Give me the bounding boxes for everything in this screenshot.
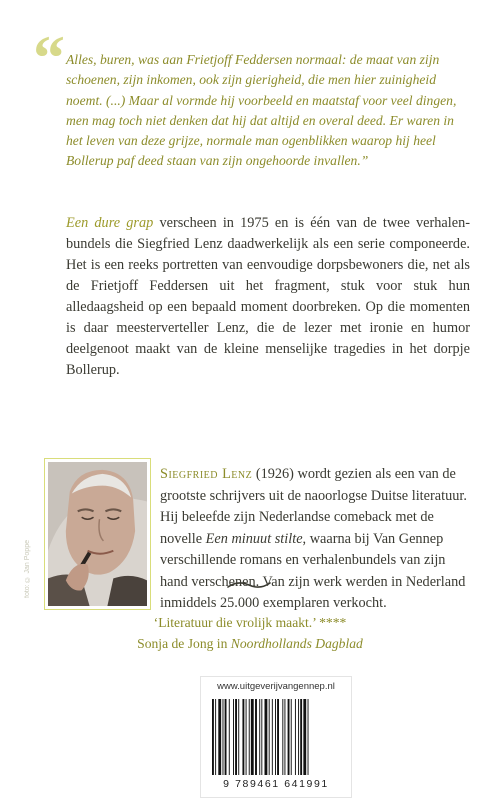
quote-mark-icon: “ bbox=[33, 22, 65, 93]
ornament-swash-icon bbox=[226, 578, 272, 592]
bio-work-title: Een minuut stilte bbox=[205, 530, 303, 547]
barcode-panel bbox=[200, 676, 352, 798]
author-name: Siegfried Lenz bbox=[160, 466, 253, 482]
review-source: Noordhollands Dagblad bbox=[230, 636, 363, 651]
review-attribution bbox=[0, 633, 500, 654]
blurb-text: verscheen in 1975 en is één van de twee verhalenbundels die Siegfried Lenz daadwerkelijk als een serie componeerde. Het is een reeks portretten van eenvoudige dorpsbewoners die, net als de Frietjoff Feddersen uit het fragment, stuk voor stuk hun alledaagsheid op een bepaald moment doorbreken. Op die momenten is daar meesterverteller Lenz, die de lezer met ironie en humor deelgenoot maakt van de kleine menselijke tragedies in het dorpje Bollerup. bbox=[66, 215, 471, 378]
photo-credit: foto: © Jan Poppe bbox=[24, 540, 31, 598]
author-bio bbox=[160, 464, 472, 615]
author-photo bbox=[44, 458, 151, 610]
publisher-url: www.uitgeverijvangennep.nl bbox=[217, 681, 335, 692]
reviewer-name: Sonja de Jong in bbox=[137, 636, 231, 651]
barcode-icon bbox=[210, 699, 342, 775]
blurb-book-title: Een dure grap bbox=[66, 215, 154, 231]
review-quote: ‘Literatuur die vrolijk maakt.’ **** bbox=[153, 615, 347, 630]
bio-text-2: , waarna bij Van Gennep verschillende romans en verhalenbundels van zijn hand verschenen. Van zijn werk werden in Nederland inmiddels 25.000 exemplaren verkocht. bbox=[160, 530, 466, 611]
bio-text-1: (1926) wordt gezien als een van de grootste schrijvers uit de naoorlogse Duitse literatuur. Hij beleefde zijn Nederlandse comeback met de novelle bbox=[160, 466, 467, 547]
excerpt-quote: Alles, buren, was aan Frietjoff Feddersen normaal: de maat van zijn schoenen, zijn inkomen, ook zijn gierigheid, die men hier zuinigheid noemt. (...) Maar al vormde hij voorbeeld en maatstaf voor veel dingen, men mag toch niet denken dat hij dat altijd en overal deed. Er waren in het leven van deze grijze, normale man ogenblikken waarop hij heel Bollerup paf deed staan van zijn ongehoorde invallen.” bbox=[66, 52, 457, 169]
review-block bbox=[0, 612, 500, 654]
book-blurb bbox=[66, 213, 470, 381]
author-portrait-image bbox=[48, 462, 147, 606]
isbn-number: 9 789461 641991 bbox=[223, 778, 329, 790]
